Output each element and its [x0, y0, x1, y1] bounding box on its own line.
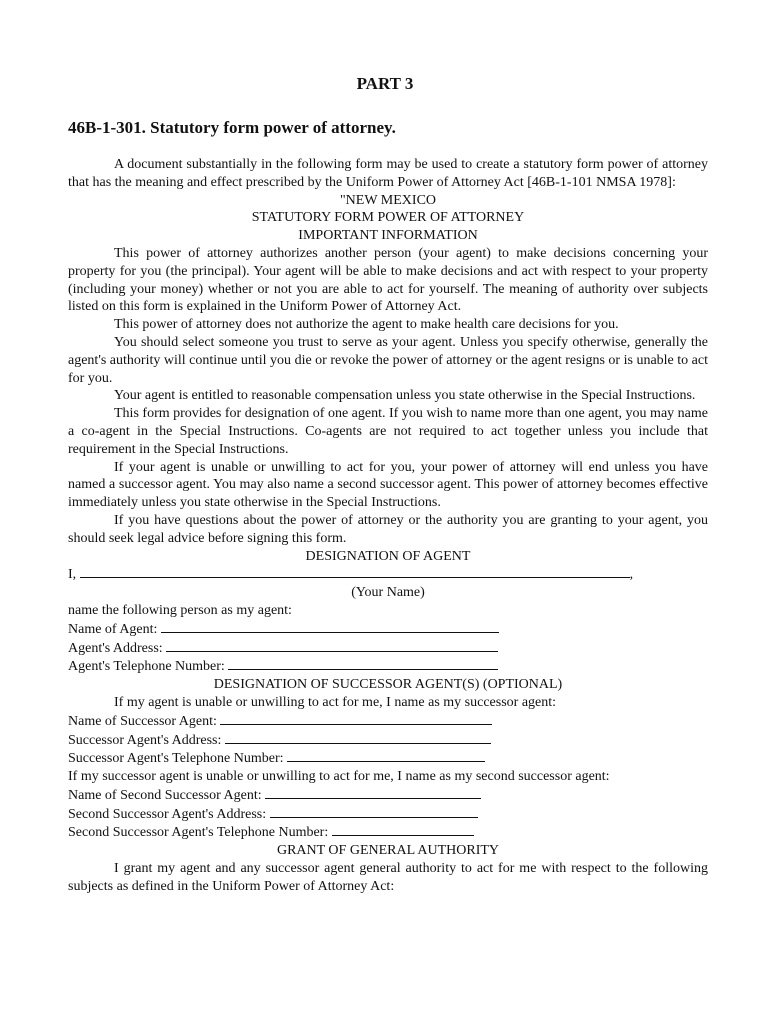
info-paragraph: This power of attorney does not authorize the agent to make health care decisions for you. [114, 317, 619, 333]
your-name-caption: (Your Name) [351, 585, 425, 601]
agent-phone-label: Agent's Telephone Number: [68, 659, 225, 675]
agent-name-label: Name of Agent: [68, 621, 158, 637]
info-paragraph: Your agent is entitled to reasonable compensation unless you state otherwise in the Special Instructions. [114, 388, 696, 404]
successor-address-row [68, 731, 708, 750]
agent-address-label: Agent's Address: [68, 640, 163, 656]
successor-intro: If my agent is unable or unwilling to act for me, I name as my successor agent: [114, 694, 557, 710]
second-name-label: Name of Second Successor Agent: [68, 787, 262, 803]
info-paragraph: You should select someone you trust to serve as your agent. Unless you specify otherwise, generally the agent's authority will continue until you die or revoke the power of attorney or the agent resigns or is unable to act for you. [68, 334, 708, 386]
section-title: 46B-1-301. Statutory form power of attorney. [68, 118, 396, 137]
second-phone-label: Second Successor Agent's Telephone Number: [68, 825, 329, 841]
grant-text: I grant my agent and any successor agent general authority to act for me with respect to the following subjects as defined in the Uniform Power of Attorney Act: [68, 861, 708, 894]
second-name-row [68, 786, 708, 805]
agent-name-row [68, 620, 708, 639]
second-successor-intro: If my successor agent is unable or unwilling to act for me, I name as my second successor agent: [68, 769, 610, 785]
second-name-field[interactable] [265, 786, 481, 799]
part-heading: PART 3 [356, 74, 414, 93]
info-paragraph: If you have questions about the power of attorney or the authority you are granting to your agent, you should seek legal advice before signing this form. [68, 512, 708, 546]
successor-name-label: Name of Successor Agent: [68, 713, 217, 729]
principal-name-line [68, 565, 708, 584]
agent-address-row [68, 639, 708, 658]
successor-address-field[interactable] [225, 731, 491, 744]
second-address-label: Second Successor Agent's Address: [68, 806, 267, 822]
document-body [68, 156, 708, 896]
info-paragraph: This form provides for designation of one agent. If you wish to name more than one agent, you may name a co-agent in the Special Instructions. Co-agents are not required to act together unless you include that requirement in the Special Instructions. [68, 406, 708, 457]
info-paragraph: If your agent is unable or unwilling to act for you, your power of attorney will end unless you have named a successor agent. You may also name a second successor agent. This power of attorney becomes effective immediately unless you state otherwise in the Special Instructions. [68, 459, 708, 511]
form-heading-info: IMPORTANT INFORMATION [298, 228, 478, 244]
agent-name-field[interactable] [161, 620, 499, 633]
agent-address-field[interactable] [166, 639, 498, 652]
name-following-text: name the following person as my agent: [68, 602, 292, 618]
successor-address-label: Successor Agent's Address: [68, 732, 222, 748]
intro-paragraph: A document substantially in the following form may be used to create a statutory form power of attorney that has the meaning and effect prescribed by the Uniform Power of Attorney Act [46B-1-101 NMSA 1978]: [68, 157, 708, 190]
second-phone-row [68, 823, 708, 842]
form-heading-title: STATUTORY FORM POWER OF ATTORNEY [251, 210, 525, 226]
second-phone-field[interactable] [332, 823, 474, 836]
successor-phone-label: Successor Agent's Telephone Number: [68, 751, 284, 767]
grant-heading: GRANT OF GENERAL AUTHORITY [276, 843, 500, 859]
successor-name-row [68, 712, 708, 731]
info-paragraph: This power of attorney authorizes another person (your agent) to make decisions concerning your property for you (the principal). Your agent will be able to make decisions and act with respect to your property (including your money) whether or not you are able to act for yourself. The meaning of authority over subjects listed on this form is explained in the Uniform Power of Attorney Act. [68, 245, 708, 315]
second-address-row [68, 805, 708, 824]
designation-heading: DESIGNATION OF AGENT [305, 548, 471, 564]
i-suffix: , [629, 567, 634, 583]
agent-phone-field[interactable] [228, 657, 498, 670]
form-heading-state: "NEW MEXICO [339, 192, 437, 208]
second-address-field[interactable] [270, 805, 478, 818]
successor-heading: DESIGNATION OF SUCCESSOR AGENT(S) (OPTIONAL) [213, 677, 563, 693]
agent-phone-row [68, 657, 708, 676]
successor-phone-field[interactable] [287, 749, 485, 762]
successor-name-field[interactable] [220, 712, 492, 725]
successor-phone-row [68, 749, 708, 768]
i-prefix: I, [68, 567, 77, 583]
principal-name-field[interactable] [80, 565, 630, 578]
